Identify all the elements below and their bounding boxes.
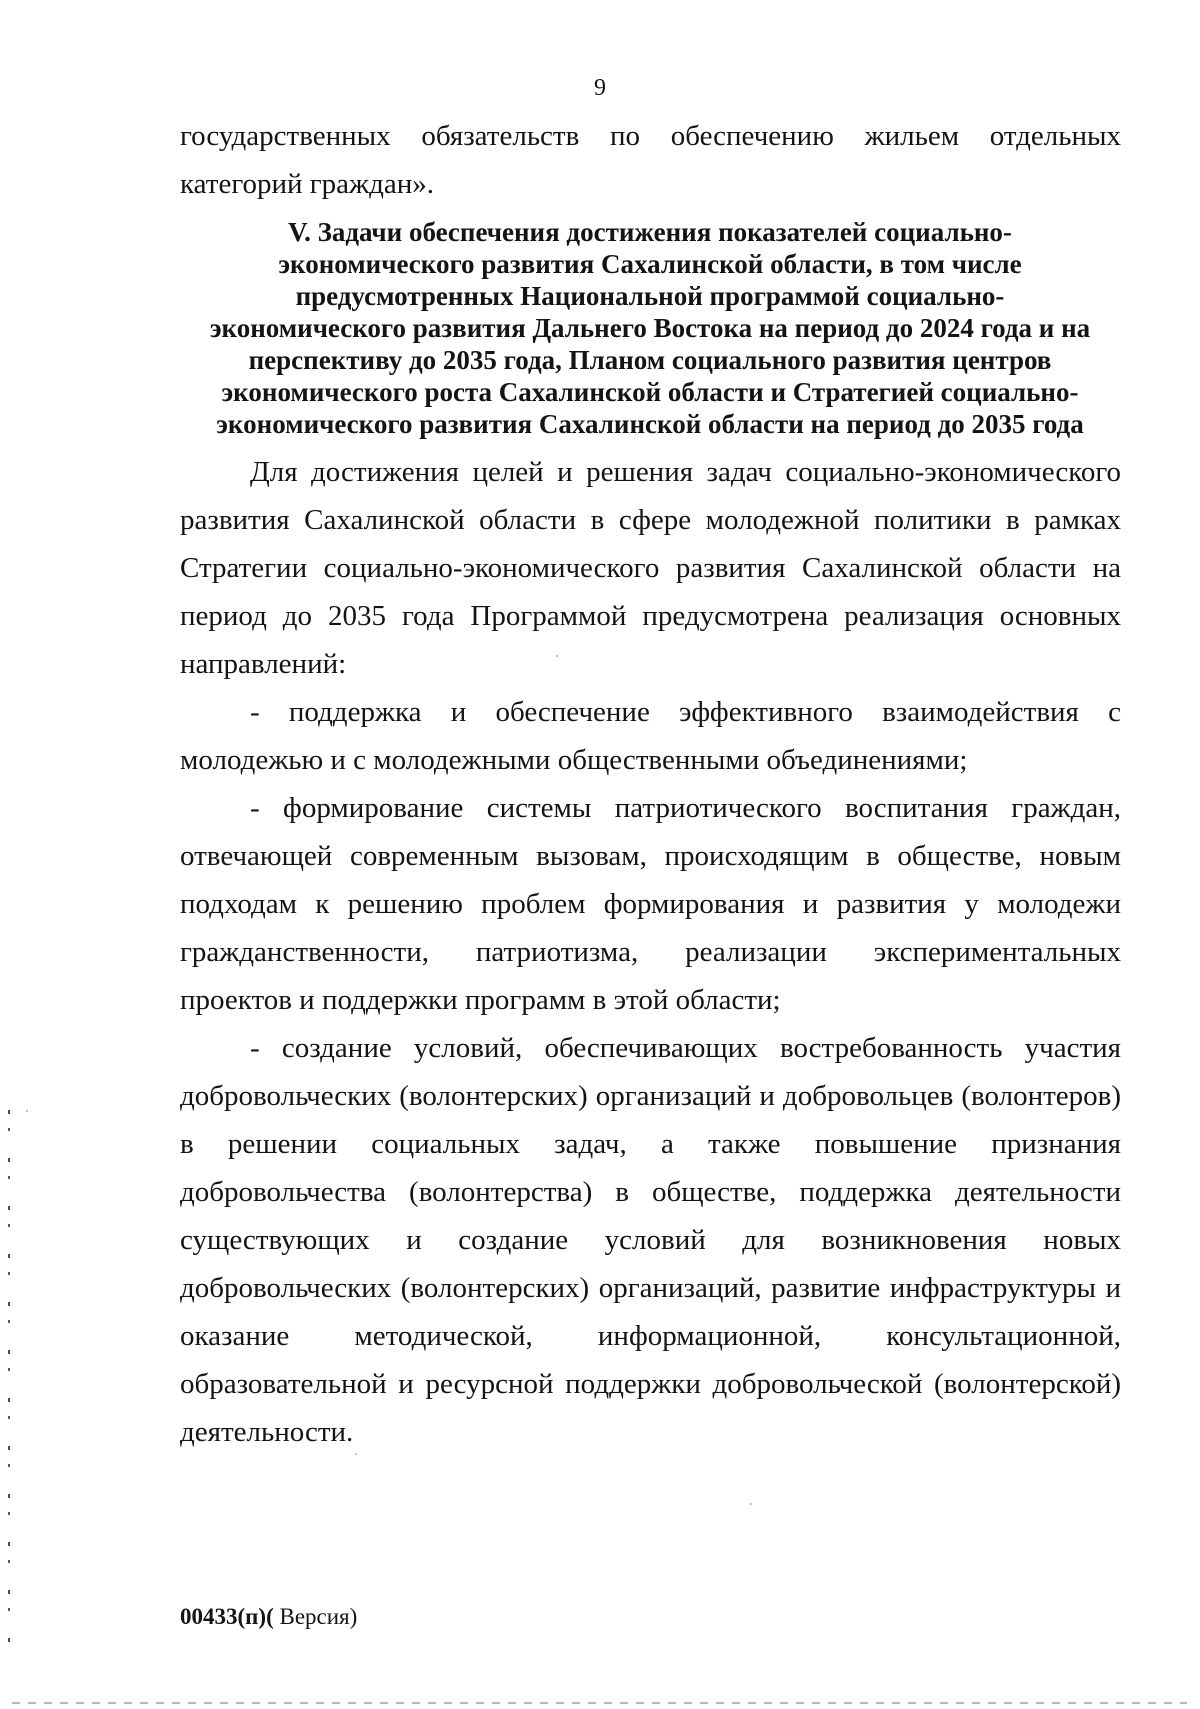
document-code: 00433(п)( bbox=[180, 1604, 274, 1629]
direction-volunteering: - создание условий, обеспечивающих востребованность участия добровольческих (волонтерских) организаций и добровольцев (волонтеров) в решении социальных задач, а также повышение признания добровольчества (волонтерства) в обществе, поддержка деятельности существующих и создание условий для возникновения новых добровольческих (волонтерских) организаций, развитие инфраструктуры и оказание методической, информационной, консультационной, образовательной и ресурсной поддержки добровольческой (волонтерской) деятельности. bbox=[180, 1032, 1121, 1448]
direction-youth-cooperation: - поддержка и обеспечение эффективного взаимодействия с молодежью и с молодежными общественными объединениями; bbox=[180, 696, 1121, 776]
scan-speck bbox=[556, 655, 558, 657]
direction-patriotic-education: - формирование системы патриотического воспитания граждан, отвечающей современным вызовам, происходящим в обществе, новым подходам к решению проблем формирования и развития у молодежи гражданственности, патриотизма, реализации экспериментальных проектов и поддержки программ в этой области; bbox=[180, 792, 1121, 1016]
scan-speck bbox=[750, 1503, 752, 1505]
section-heading bbox=[170, 216, 1130, 440]
continued-text bbox=[180, 112, 1121, 208]
heading-line-5: перспективу до 2035 года, Планом социального развития центров bbox=[248, 345, 1052, 375]
heading-line-4: экономического развития Дальнего Востока на период до 2024 года и на bbox=[209, 313, 1091, 343]
heading-line-2: экономического развития Сахалинской области, в том числе bbox=[278, 249, 1022, 279]
heading-line-1: V. Задачи обеспечения достижения показателей социально- bbox=[288, 217, 1012, 247]
heading-line-3: предусмотренных Национальной программой социально- bbox=[295, 281, 1005, 311]
page-number: 9 bbox=[594, 75, 606, 101]
heading-line-7: экономического развития Сахалинской области на период до 2035 года bbox=[216, 409, 1084, 439]
heading-line-6: экономического роста Сахалинской области и Стратегией социально- bbox=[221, 377, 1079, 407]
scan-bottom-edge bbox=[12, 1702, 1187, 1704]
intro-paragraph: Для достижения целей и решения задач социально-экономического развития Сахалинской области в сфере молодежной политики в рамках Стратегии социально-экономического развития Сахалинской области на период до 2035 года Программой предусмотрена реализация основных направлений: bbox=[180, 456, 1121, 680]
document-version-label: Версия) bbox=[273, 1604, 358, 1629]
document-version-code bbox=[180, 1603, 357, 1631]
scan-binding-marks bbox=[8, 1110, 10, 1650]
scan-speck bbox=[26, 1110, 28, 1112]
section-body bbox=[180, 448, 1121, 1456]
scan-speck bbox=[355, 1453, 357, 1455]
continued-paragraph: государственных обязательств по обеспечению жильем отдельных категорий граждан». bbox=[180, 120, 1121, 200]
